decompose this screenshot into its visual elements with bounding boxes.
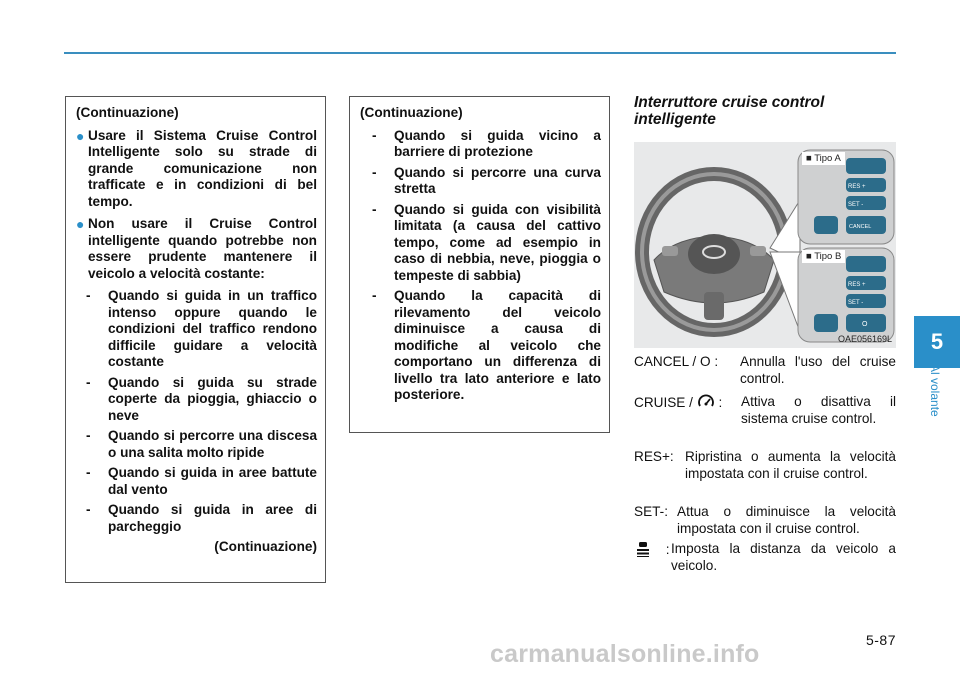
dash-item: - Quando si guida su strade coperte da pioggia, ghiaccio o neve	[86, 374, 317, 423]
bullet-item: ● Non usare il Cruise Control intelligente quando potrebbe non essere prudente mantenere il veicolo a velocità costante:	[76, 216, 317, 281]
dash-item: - Quando la capacità di rilevamento del veicolo diminuisce a causa di modifiche al veicolo che comportano un differenza di livello tra lato anteriore e lato posteriore.	[372, 288, 601, 402]
warning-box-continued-1	[65, 96, 326, 583]
dash-item: - Quando si guida vicino a barriere di protezione	[372, 127, 601, 159]
svg-text:RES +: RES +	[848, 282, 866, 288]
dash-item: - Quando si guida con visibilità limitata (a causa del cattivo tempo, come ad esempio in caso di nebbia, neve, pioggia o tempeste di sabbia)	[372, 201, 601, 283]
section-title: Interruttore cruise control intelligente	[634, 94, 825, 128]
chapter-tab: 5	[914, 316, 960, 368]
desc-key: SET-:	[634, 504, 668, 519]
desc-value: Annulla l'uso del cruise control.	[740, 354, 896, 386]
desc-value: Attua o diminuisce la velocità impostata con il cruise control.	[677, 504, 896, 536]
desc-key: CANCEL / O :	[634, 354, 719, 369]
dash-item: - Quando si guida in aree battute dal vento	[86, 465, 317, 497]
steering-wheel-illustration	[634, 142, 896, 348]
dash-item: - Quando si guida in un traffico intenso oppure quando le condizioni del traffico rendono difficile guidare a velocità costante	[86, 288, 317, 369]
desc-value: Imposta la distanza da veicolo a veicolo.	[671, 541, 896, 573]
dash-item: - Quando si percorre una curva stretta	[372, 164, 601, 196]
desc-set	[634, 504, 896, 537]
desc-res	[634, 449, 896, 482]
continued-label: (Continuazione)	[76, 105, 179, 120]
desc-cruise: CRUISE / : Attiva o disattiva il sistema cruise control.	[634, 394, 896, 426]
desc-cancel	[634, 354, 896, 387]
desc-key: RES+:	[634, 449, 674, 464]
continued-label: (Continuazione)	[214, 539, 317, 554]
cruise-icon	[697, 394, 715, 410]
svg-text:SET -: SET -	[848, 300, 864, 306]
desc-value: Ripristina o aumenta la velocità impostata con il cruise control.	[685, 449, 896, 481]
bullet-dot-icon: ●	[76, 127, 85, 144]
dash-item: - Quando si guida in aree di parcheggio	[86, 502, 317, 534]
watermark: carmanualsonline.info	[490, 640, 760, 668]
desc-key: CRUISE /	[634, 395, 693, 410]
type-b-label: ■ Tipo B	[802, 250, 845, 263]
svg-text:O: O	[862, 321, 868, 328]
dash-item: - Quando si percorre una discesa o una salita molto ripide	[86, 428, 317, 460]
svg-text:CANCEL: CANCEL	[849, 224, 872, 230]
figure-code: OAE056169L	[837, 334, 892, 344]
warning-box-continued-2	[349, 96, 610, 433]
type-a-label: ■ Tipo A	[802, 152, 845, 165]
desc-key: :	[665, 542, 670, 557]
chapter-label: Al volante	[928, 364, 942, 417]
bullet-dot-icon: ●	[76, 216, 85, 232]
bullet-item: ● Usare il Sistema Cruise Control Intelligente solo su strade di grande comunicazione non trafficate e in condizioni di bel tempo.	[76, 127, 317, 209]
steering-wheel-figure	[634, 142, 896, 348]
svg-text:RES +: RES +	[848, 184, 866, 190]
continued-label: (Continuazione)	[360, 105, 463, 120]
svg-text:SET -: SET -	[848, 202, 864, 208]
page-number: 5-87	[865, 632, 896, 648]
desc-value: Attiva o disattiva il sistema cruise control.	[741, 394, 896, 426]
distance-icon	[634, 541, 652, 557]
desc-distance	[634, 541, 896, 574]
top-rule	[64, 52, 896, 54]
